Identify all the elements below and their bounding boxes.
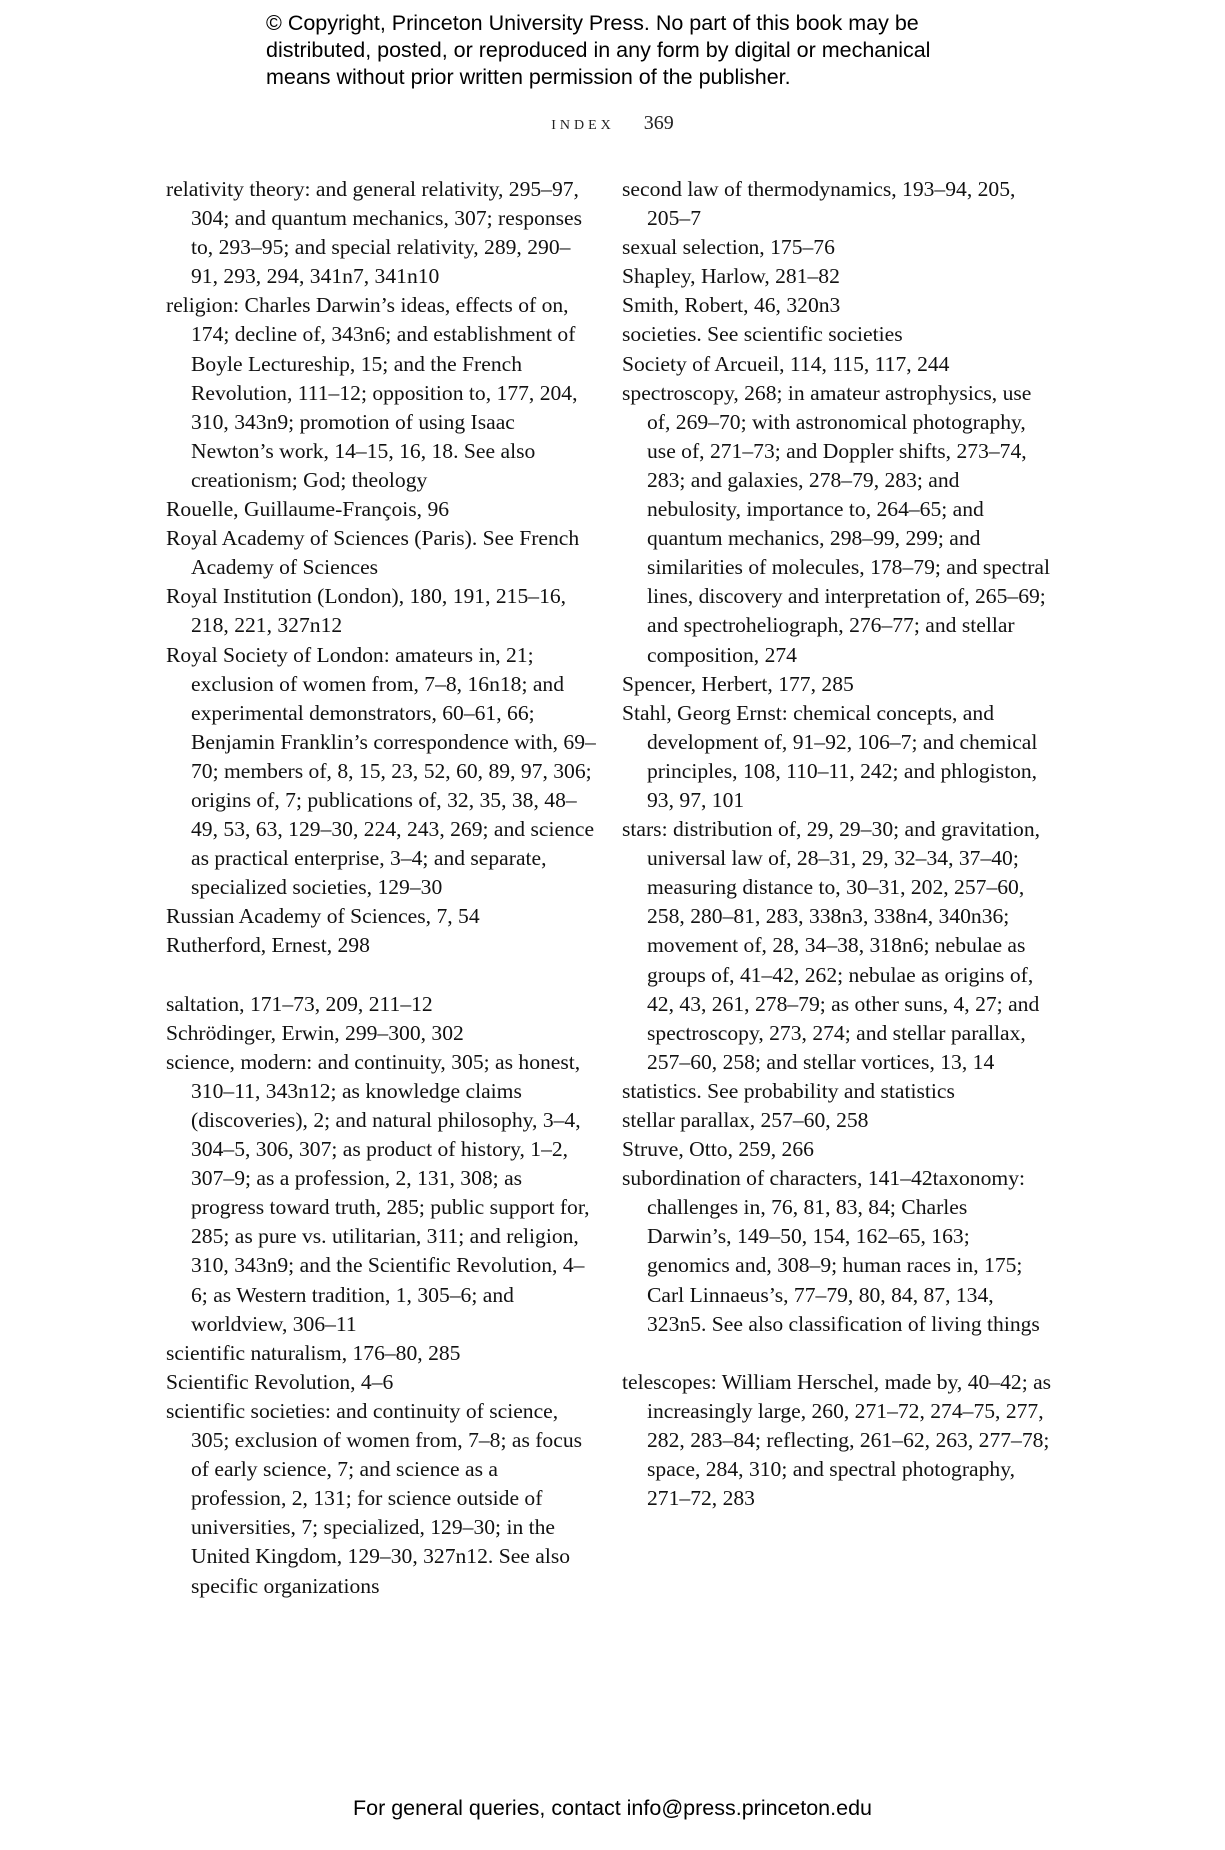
index-label: index: [551, 112, 615, 134]
copyright-line: distributed, posted, or reproduced in any form by digital or mechanical: [266, 38, 931, 62]
index-column-right: [622, 175, 1052, 1513]
index-entry: Rutherford, Ernest, 298: [166, 933, 370, 958]
running-head: [0, 112, 1225, 135]
index-entry: telescopes: William Herschel, made by, 40–42; as increasingly large, 260, 271–72, 274–75, 277, 282, 283–84; reflecting, 261–62, 263, 277–78; space, 284, 310; and spectral photography, 271–72, 283: [622, 1369, 1052, 1511]
copyright-notice: [266, 10, 1026, 91]
index-entry: Rouelle, Guillaume-François, 96: [166, 497, 450, 522]
index-entry: science, modern: and continuity, 305; as honest, 310–11, 343n12; as knowledge claims (discoveries), 2; and natural philosophy, 3–4, 304–5, 306, 307; as product of history, 1–2, 307–9; as a profession, 2, 131, 308; as progress toward truth, 285; public support for, 285; as pure vs. utilitarian, 311; and religion, 310, 343n9; and the Scientific Revolution, 4–6; as Western tradition, 1, 305–6; and worldview, 306–11: [166, 1049, 590, 1336]
index-entry: Shapley, Harlow, 281–82: [622, 264, 840, 289]
index-entry: Stahl, Georg Ernst: chemical concepts, and development of, 91–92, 106–7; and chemical principles, 108, 110–11, 242; and phlogiston, 93, 97, 101: [622, 700, 1038, 812]
footer-contact: For general queries, contact info@press.princeton.edu: [352, 1796, 872, 1820]
index-entry: Royal Academy of Sciences (Paris). See French Academy of Sciences: [166, 526, 580, 580]
index-entry: Royal Institution (London), 180, 191, 215–16, 218, 221, 327n12: [166, 584, 567, 638]
index-entry: sexual selection, 175–76: [622, 235, 835, 260]
index-entry: stars: distribution of, 29, 29–30; and gravitation, universal law of, 28–31, 29, 32–34, 37–40; measuring distance to, 30–31, 202, 257–60, 258, 280–81, 283, 338n3, 338n4, 340n36; movement of, 28, 34–38, 318n6; nebulae as groups of, 41–42, 262; nebulae as origins of, 42, 43, 261, 278–79; as other suns, 4, 27; and spectroscopy, 273, 274; and stellar parallax, 257–60, 258; and stellar vortices, 13, 14: [622, 817, 1041, 1074]
index-entry: Schrödinger, Erwin, 299–300, 302: [166, 1020, 464, 1045]
page-number: 369: [643, 112, 674, 134]
index-entry: relativity theory: and general relativity, 295–97, 304; and quantum mechanics, 307; responses to, 293–95; and special relativity, 289, 290–91, 293, 294, 341n7, 341n10: [166, 177, 583, 289]
index-entry: subordination of characters, 141–42taxonomy: challenges in, 76, 81, 83, 84; Charles Darwin’s, 149–50, 154, 162–65, 163; genomics and, 308–9; human races in, 175; Carl Linnaeus’s, 77–79, 80, 84, 87, 134, 323n5. See also classification of living things: [622, 1166, 1040, 1336]
section-gap: [622, 1339, 1052, 1368]
index-entry: Struve, Otto, 259, 266: [622, 1137, 814, 1162]
index-entry: Spencer, Herbert, 177, 285: [622, 671, 854, 696]
index-entry: spectroscopy, 268; in amateur astrophysics, use of, 269–70; with astronomical photography, use of, 271–73; and Doppler shifts, 273–74, 283; and galaxies, 278–79, 283; and nebulosity, importance to, 264–65; and quantum mechanics, 298–99, 299; and similarities of molecules, 178–79; and spectral lines, discovery and interpretation of, 265–69; and spectroheliograph, 276–77; and stellar composition, 274: [622, 380, 1050, 667]
index-entry: scientific societies: and continuity of science, 305; exclusion of women from, 7–8; as focus of early science, 7; and science as a profession, 2, 131; for science outside of universities, 7; specialized, 129–30; in the United Kingdom, 129–30, 327n12. See also specific organizations: [166, 1398, 583, 1598]
index-entry: statistics. See probability and statistics: [622, 1078, 955, 1103]
copyright-line: means without prior written permission of the publisher.: [266, 65, 791, 89]
index-entry: societies. See scientific societies: [622, 322, 903, 347]
index-entry: Smith, Robert, 46, 320n3: [622, 293, 841, 318]
index-entry: Russian Academy of Sciences, 7, 54: [166, 904, 480, 929]
index-column-left: [166, 175, 596, 1601]
copyright-line: © Copyright, Princeton University Press. No part of this book may be: [266, 11, 919, 35]
section-gap: [166, 961, 596, 990]
index-entry: Scientific Revolution, 4–6: [166, 1369, 394, 1394]
index-entry: scientific naturalism, 176–80, 285: [166, 1340, 461, 1365]
index-entry: Royal Society of London: amateurs in, 21; exclusion of women from, 7–8, 16n18; and experimental demonstrators, 60–61, 66; Benjamin Franklin’s correspondence with, 69–70; members of, 8, 15, 23, 52, 60, 89, 97, 306; origins of, 7; publications of, 32, 35, 38, 48–49, 53, 63, 129–30, 224, 243, 269; and science as practical enterprise, 3–4; and separate, specialized societies, 129–30: [166, 642, 596, 900]
index-entry: Society of Arcueil, 114, 115, 117, 244: [622, 351, 950, 376]
index-entry: stellar parallax, 257–60, 258: [622, 1108, 869, 1132]
index-entry: second law of thermodynamics, 193–94, 205, 205–7: [622, 177, 1016, 231]
index-entry: saltation, 171–73, 209, 211–12: [166, 991, 433, 1016]
index-entry: religion: Charles Darwin’s ideas, effects of on, 174; decline of, 343n6; and establishment of Boyle Lectureship, 15; and the French Revolution, 111–12; opposition to, 177, 204, 310, 343n9; promotion of using Isaac Newton’s work, 14–15, 16, 18. See also creationism; God; theology: [166, 293, 578, 492]
